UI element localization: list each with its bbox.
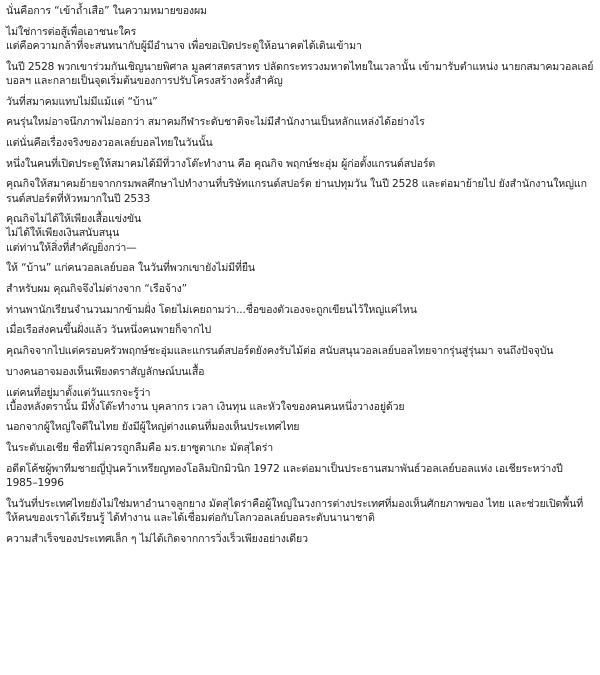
text-line: บางคนอาจมองเห็นเพียงตราสัญลักษณ์บนเสื้อ [6,365,205,378]
paragraph [6,115,594,129]
text-line: ความสำเร็จของประเทศเล็ก ๆ ไม่ได้เกิดจากการวิ่งเร็วเพียงอย่างเดียว [6,532,308,545]
text-line: อดีตโค้ชผู้พาทีมชายญี่ปุ่นคว้าเหรียญทองโอลิมปิกมิวนิก 1972 และต่อมาเป็นประธานสมาพันธ์วอลเลย์บอลแห่ง เอเชียระหว่างปี 1985–1996 [6,462,563,490]
paragraph [6,177,594,205]
text-line: แต่ท่านให้สิ่งที่สำคัญยิ่งกว่า— [6,241,137,254]
text-line: ในปี 2528 พวกเขาร่วมกันเชิญนายพิศาล มูลศาสตรสาทร ปลัดกระทรวงมหาดไทยในเวลานั้น เข้ามารับตำแหน่ง นายกสมาคมวอลเลย์บอลฯ และกลายเป็นจุดเริ่มต้นของการปรับโครงสร้างครั้งสำคัญ [6,60,594,87]
text-line: เบื้องหลังตรานั้น มีทั้งโต๊ะทำงาน บุคลากร เวลา เงินทุน และหัวใจของคนคนหนึ่งวางอยู่ด้วย [6,400,405,413]
paragraph [6,303,594,317]
text-line: ให้ “บ้าน” แก่คนวอลเลย์บอล ในวันที่พวกเขายังไม่มีที่ยืน [6,262,255,275]
paragraph [6,4,594,18]
text-line: ไม่ใช่การต่อสู้เพื่อเอาชนะใคร [6,25,137,38]
text-line: คุณกิจให้สมาคมย้ายจากกรมพลศึกษาไปทำงานที่บริษัทแกรนด์สปอร์ต ย่านปทุมวัน ในปี 2528 และต่อมาย้ายไป ยังสำนักงานใหญ่แกรนด์สปอร์ตที่หัวหมากในปี 2533 [6,178,587,205]
text-line: แต่คนที่อยู่มาตั้งแต่วันแรกจะรู้ว่า [6,386,151,399]
paragraph [6,136,594,150]
text-line: ในระดับเอเชีย ชื่อที่ไม่ควรถูกลืมคือ มร.ยาซูตาเกะ มัตสุไดร่า [6,442,274,455]
paragraph [6,344,594,358]
text-line: แต่นั่นคือเรื่องจริงของวอลเลย์บอลไทยในวันนั้น [6,136,213,149]
text-line: คุณกิจไม่ได้ให้เพียงเสื้อแข่งขัน [6,213,142,226]
paragraph [6,60,594,88]
paragraph [6,323,594,337]
text-line: คนรุ่นใหม่อาจนึกภาพไม่ออกว่า สมาคมกีฬาระดับชาติจะไม่มีสำนักงานเป็นหลักแหล่งได้อย่างไร [6,116,425,129]
text-line: นอกจากผู้ใหญ่ใจดีในไทย ยังมีผู้ใหญ่ต่างแดนที่มองเห็นประเทศไทย [6,421,300,434]
paragraph [6,365,594,379]
text-line: ไม่ได้ให้เพียงเงินสนับสนุน [6,227,120,240]
paragraph [6,441,594,455]
text-line: ในวันที่ประเทศไทยยังไม่ใช่มหาอำนาจลูกยาง มัตสุไดร่าคือผู้ใหญ่ในวงการต่างประเทศที่มองเห็นศักยภาพของ ไทย และช่วยเปิดพื้นที่ให้คนของเราได้เรียนรู้ ได้ทำงาน และได้เชื่อมต่อกับโลกวอลเลย์บอลระดับนานาชาติ [6,497,584,524]
paragraph [6,497,594,525]
paragraph [6,462,594,490]
paragraph [6,420,594,434]
paragraph [6,157,594,171]
text-line: สำหรับผม คุณกิจจึงไม่ต่างจาก “เรือจ้าง” [6,283,188,296]
paragraph [6,212,594,255]
text-line: แต่คือความกล้าที่จะสนทนากับผู้มีอำนาจ เพื่อขอเปิดประตูให้อนาคตได้เดินเข้ามา [6,39,362,52]
paragraph [6,532,594,546]
text-line: หนึ่งในคนที่เปิดประตูให้สมาคมได้มีที่วางโต๊ะทำงาน คือ คุณกิจ พฤกษ์ชะอุ่ม ผู้ก่อตั้งแกรนด์สปอร์ต [6,157,436,170]
paragraph [6,95,594,109]
paragraph [6,386,594,414]
text-line: นั่นคือการ “เข้าถ้ำเสือ” ในความหมายของผม [6,5,207,17]
text-line: เมื่อเรือส่งคนขึ้นฝั่งแล้ว วันหนึ่งคนพายก็จากไป [6,324,212,337]
text-line: คุณกิจจากไปแต่ครอบครัวพฤกษ์ชะอุ่มและแกรนด์สปอร์ตยังคงรับไม้ต่อ สนับสนุนวอลเลย์บอลไทยจากรุ่นสู่รุ่นมา จนถึงปัจจุบัน [6,345,554,358]
text-line: วันที่สมาคมแทบไม่มีแม้แต่ “บ้าน” [6,95,158,108]
paragraph [6,261,594,275]
text-line: ท่านพานักเรียนจำนวนมากข้ามฝั่ง โดยไม่เคยถามว่า...ชื่อของตัวเองจะถูกเขียนไว้ใหญ่แค่ไหน [6,303,417,316]
paragraph [6,25,594,53]
paragraph [6,282,594,296]
